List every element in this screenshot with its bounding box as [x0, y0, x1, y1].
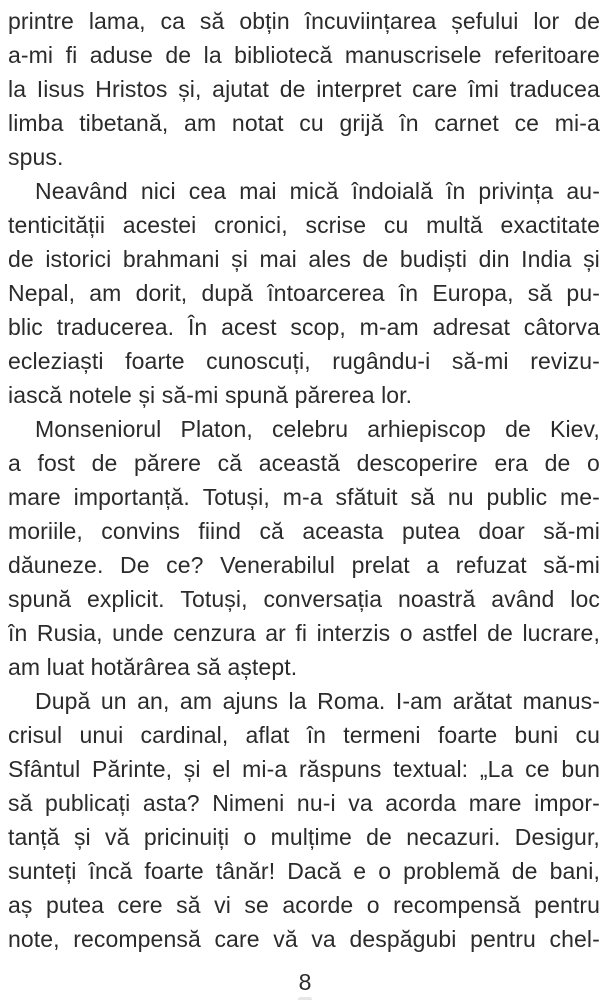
text-line: moriile, convins fiind că aceasta putea doar să-mi: [8, 518, 600, 544]
text-line: spus.: [8, 144, 64, 170]
text-line: spună explicit. Totuși, conversația noastră având loc: [8, 586, 600, 612]
text-line: Nepal, am dorit, după întoarcerea în Europa, să pu-: [8, 280, 600, 306]
text-line: După un an, am ajuns la Roma. I-am arătat manus-: [35, 688, 600, 714]
text-line: limba tibetană, am notat cu grijă în carnet ce mi-a: [8, 110, 600, 136]
text-line: a fost de părere că această descoperire era de o: [8, 450, 600, 476]
text-line: tenticității acestei cronici, scrise cu multă exactitate: [8, 212, 600, 238]
paragraph: [8, 4, 600, 174]
text-line: mare importanță. Totuși, m-a sfătuit să nu public me-: [8, 484, 600, 510]
text-line: aș putea cere să vi se acorde o recompensă pentru: [8, 892, 600, 918]
paragraph: [8, 412, 600, 684]
text-line: tanță și vă pricinuiți o mulțime de necazuri. Desigur,: [8, 824, 600, 850]
text-line: blic traducerea. În acest scop, m-am adresat câtorva: [8, 314, 600, 340]
text-line: crisul unui cardinal, aflat în termeni foarte buni cu: [8, 722, 600, 748]
text-line: ecleziaști foarte cunoscuți, rugându-i să-mi revizu-: [8, 348, 600, 374]
text-line: Monseniorul Platon, celebru arhiepiscop de Kiev,: [35, 416, 600, 442]
text-line: dăuneze. De ce? Venerabilul prelat a refuzat să-mi: [8, 552, 600, 578]
text-line: iască notele și să-mi spună părerea lor.: [8, 382, 413, 408]
paragraph: [8, 684, 600, 956]
paragraph: [8, 174, 600, 412]
text-line: Sfântul Părinte, și el mi-a răspuns textual: „La ce bun: [8, 756, 600, 782]
text-line: a-mi fi aduse de la bibliotecă manuscrisele referitoare: [8, 42, 600, 68]
text-line: sunteți încă foarte tânăr! Dacă e o problemă de bani,: [8, 858, 600, 884]
page-number: 8: [298, 969, 312, 995]
text-line: Neavând nici cea mai mică îndoială în privința au-: [35, 178, 600, 204]
text-line: note, recompensă care vă va despăgubi pentru chel-: [8, 926, 600, 952]
text-line: în Rusia, unde cenzura ar fi interzis o astfel de lucrare,: [8, 620, 600, 646]
text-line: de istorici brahmani și mai ales de budiști din India și: [8, 246, 600, 272]
text-line: să publicați asta? Nimeni nu-i va acorda mare impor-: [8, 790, 600, 816]
text-line: am luat hotărârea să aștept.: [8, 654, 298, 680]
text-line: la Iisus Hristos și, ajutat de interpret care îmi traducea: [8, 76, 600, 102]
text-line: printre lama, ca să obțin încuviințarea șefului lor de: [8, 8, 600, 34]
